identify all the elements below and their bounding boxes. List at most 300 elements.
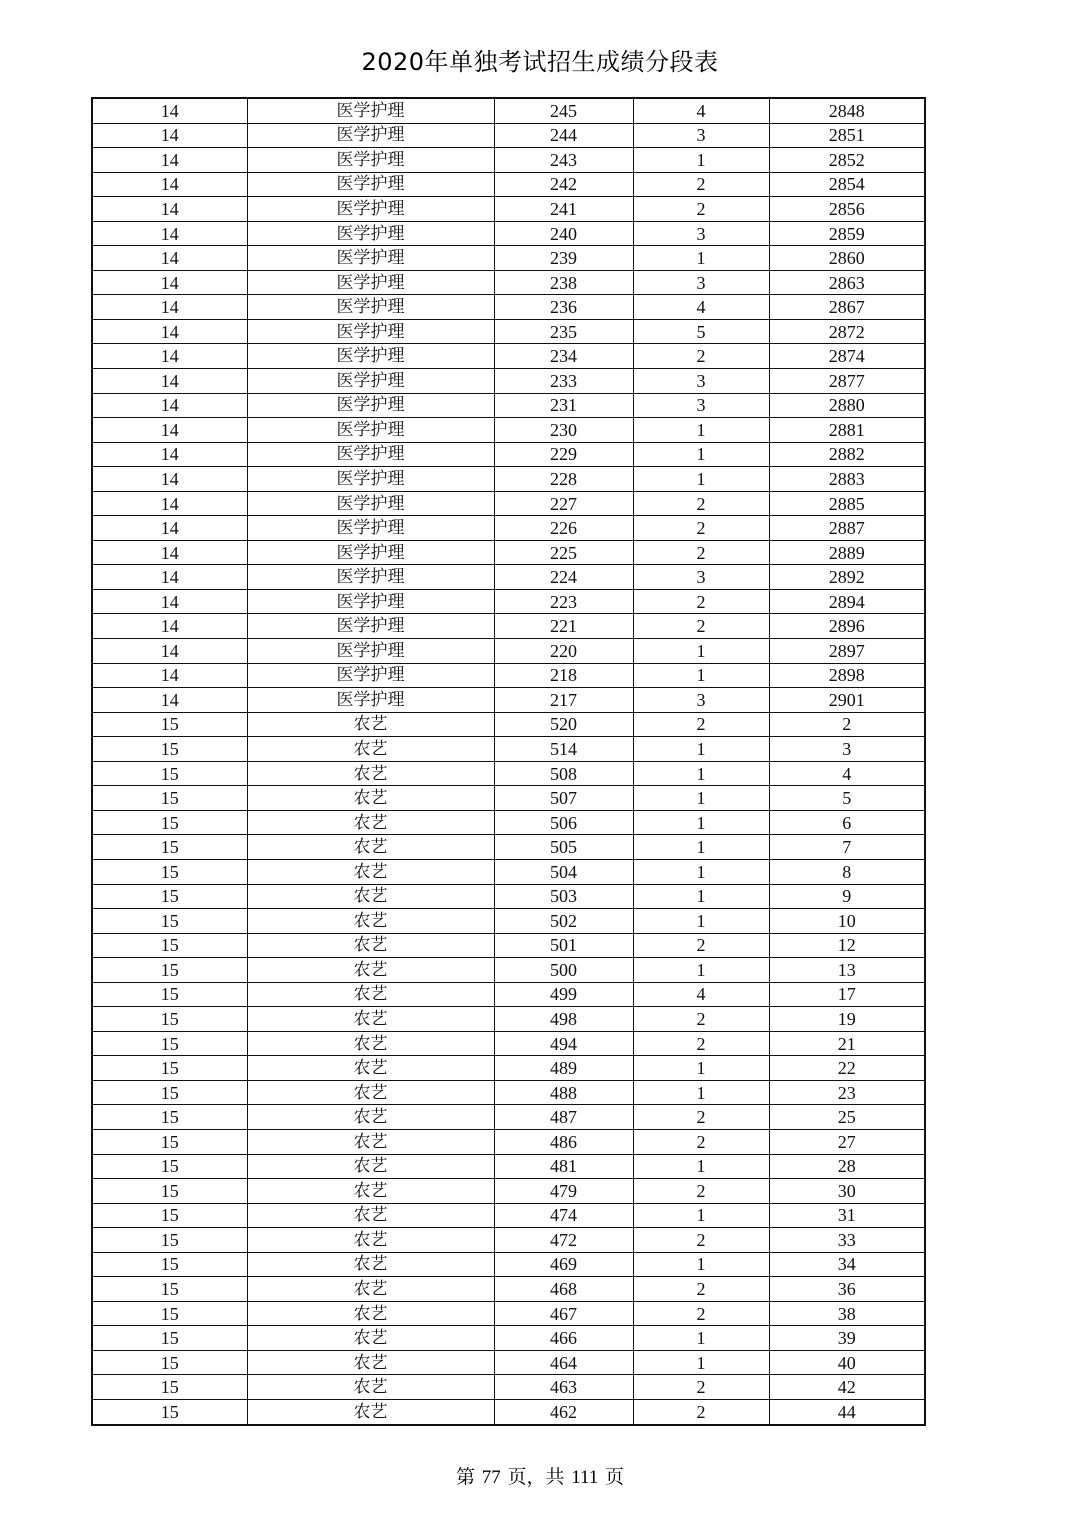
score-cell: 228 (494, 467, 633, 492)
cumulative-count-cell: 2856 (769, 197, 925, 222)
score-cell: 464 (494, 1350, 633, 1375)
major-name-cell: 农艺 (247, 1056, 494, 1081)
category-code-cell: 15 (92, 884, 247, 909)
count-cell: 1 (633, 246, 769, 271)
category-code-cell: 14 (92, 295, 247, 320)
table-row (92, 1154, 925, 1179)
count-cell: 1 (633, 418, 769, 443)
score-cell: 241 (494, 197, 633, 222)
score-cell: 508 (494, 761, 633, 786)
count-cell: 1 (633, 909, 769, 934)
score-cell: 233 (494, 369, 633, 394)
table-row (92, 565, 925, 590)
table-row (92, 442, 925, 467)
category-code-cell: 14 (92, 663, 247, 688)
table-row (92, 1129, 925, 1154)
count-cell: 2 (633, 197, 769, 222)
table-row (92, 1080, 925, 1105)
score-cell: 487 (494, 1105, 633, 1130)
major-name-cell: 医学护理 (247, 197, 494, 222)
major-name-cell: 医学护理 (247, 344, 494, 369)
count-cell: 1 (633, 1252, 769, 1277)
count-cell: 3 (633, 688, 769, 713)
cumulative-count-cell: 40 (769, 1350, 925, 1375)
table-row (92, 1375, 925, 1400)
cumulative-count-cell: 6 (769, 810, 925, 835)
cumulative-count-cell: 28 (769, 1154, 925, 1179)
table-row (92, 884, 925, 909)
major-name-cell: 农艺 (247, 1007, 494, 1032)
cumulative-count-cell: 27 (769, 1129, 925, 1154)
table-row (92, 1031, 925, 1056)
score-cell: 468 (494, 1277, 633, 1302)
category-code-cell: 14 (92, 589, 247, 614)
count-cell: 2 (633, 1375, 769, 1400)
category-code-cell: 15 (92, 786, 247, 811)
table-row (92, 344, 925, 369)
count-cell: 1 (633, 1154, 769, 1179)
score-cell: 239 (494, 246, 633, 271)
table-row (92, 1056, 925, 1081)
category-code-cell: 15 (92, 810, 247, 835)
score-cell: 500 (494, 958, 633, 983)
score-cell: 505 (494, 835, 633, 860)
table-row (92, 270, 925, 295)
count-cell: 2 (633, 1007, 769, 1032)
score-cell: 217 (494, 688, 633, 713)
table-row (92, 1350, 925, 1375)
major-name-cell: 农艺 (247, 1228, 494, 1253)
count-cell: 2 (633, 1129, 769, 1154)
category-code-cell: 15 (92, 1031, 247, 1056)
score-cell: 235 (494, 319, 633, 344)
category-code-cell: 14 (92, 148, 247, 173)
category-code-cell: 15 (92, 859, 247, 884)
table-row (92, 246, 925, 271)
major-name-cell: 医学护理 (247, 688, 494, 713)
table-row (92, 418, 925, 443)
count-cell: 2 (633, 1031, 769, 1056)
category-code-cell: 15 (92, 1228, 247, 1253)
count-cell: 2 (633, 516, 769, 541)
major-name-cell: 农艺 (247, 1105, 494, 1130)
score-cell: 486 (494, 1129, 633, 1154)
major-name-cell: 农艺 (247, 1031, 494, 1056)
score-cell: 520 (494, 712, 633, 737)
table-row (92, 1252, 925, 1277)
table-row (92, 982, 925, 1007)
major-name-cell: 农艺 (247, 1154, 494, 1179)
score-cell: 479 (494, 1179, 633, 1204)
table-row (92, 688, 925, 713)
score-cell: 503 (494, 884, 633, 909)
major-name-cell: 农艺 (247, 1179, 494, 1204)
major-name-cell: 医学护理 (247, 393, 494, 418)
major-name-cell: 农艺 (247, 1252, 494, 1277)
count-cell: 2 (633, 540, 769, 565)
score-cell: 466 (494, 1326, 633, 1351)
major-name-cell: 医学护理 (247, 639, 494, 664)
major-name-cell: 农艺 (247, 909, 494, 934)
category-code-cell: 14 (92, 319, 247, 344)
major-name-cell: 医学护理 (247, 270, 494, 295)
category-code-cell: 15 (92, 982, 247, 1007)
table-row (92, 197, 925, 222)
major-name-cell: 农艺 (247, 958, 494, 983)
cumulative-count-cell: 2863 (769, 270, 925, 295)
major-name-cell: 医学护理 (247, 246, 494, 271)
count-cell: 1 (633, 835, 769, 860)
count-cell: 1 (633, 958, 769, 983)
count-cell: 1 (633, 859, 769, 884)
count-cell: 5 (633, 319, 769, 344)
cumulative-count-cell: 2848 (769, 98, 925, 123)
category-code-cell: 14 (92, 246, 247, 271)
score-cell: 223 (494, 589, 633, 614)
score-cell: 245 (494, 98, 633, 123)
category-code-cell: 14 (92, 467, 247, 492)
category-code-cell: 14 (92, 491, 247, 516)
cumulative-count-cell: 2880 (769, 393, 925, 418)
major-name-cell: 医学护理 (247, 516, 494, 541)
major-name-cell: 农艺 (247, 835, 494, 860)
table-row (92, 786, 925, 811)
category-code-cell: 15 (92, 1154, 247, 1179)
score-cell: 226 (494, 516, 633, 541)
table-row (92, 761, 925, 786)
score-cell: 244 (494, 123, 633, 148)
category-code-cell: 15 (92, 1080, 247, 1105)
major-name-cell: 农艺 (247, 1080, 494, 1105)
score-cell: 236 (494, 295, 633, 320)
score-cell: 225 (494, 540, 633, 565)
count-cell: 1 (633, 1350, 769, 1375)
count-cell: 2 (633, 614, 769, 639)
count-cell: 1 (633, 1056, 769, 1081)
cumulative-count-cell: 2859 (769, 221, 925, 246)
count-cell: 3 (633, 565, 769, 590)
table-row (92, 1228, 925, 1253)
category-code-cell: 15 (92, 1350, 247, 1375)
cumulative-count-cell: 34 (769, 1252, 925, 1277)
count-cell: 2 (633, 1179, 769, 1204)
cumulative-count-cell: 2894 (769, 589, 925, 614)
category-code-cell: 14 (92, 98, 247, 123)
major-name-cell: 医学护理 (247, 369, 494, 394)
category-code-cell: 15 (92, 1129, 247, 1154)
score-cell: 227 (494, 491, 633, 516)
table-row (92, 98, 925, 123)
table-row (92, 491, 925, 516)
cumulative-count-cell: 2874 (769, 344, 925, 369)
count-cell: 2 (633, 1228, 769, 1253)
cumulative-count-cell: 2882 (769, 442, 925, 467)
table-body (92, 98, 925, 1425)
cumulative-count-cell: 25 (769, 1105, 925, 1130)
cumulative-count-cell: 31 (769, 1203, 925, 1228)
cumulative-count-cell: 42 (769, 1375, 925, 1400)
count-cell: 3 (633, 270, 769, 295)
score-cell: 489 (494, 1056, 633, 1081)
cumulative-count-cell: 2885 (769, 491, 925, 516)
table-row (92, 393, 925, 418)
table-row (92, 859, 925, 884)
major-name-cell: 医学护理 (247, 491, 494, 516)
category-code-cell: 15 (92, 1179, 247, 1204)
category-code-cell: 15 (92, 1301, 247, 1326)
cumulative-count-cell: 2867 (769, 295, 925, 320)
cumulative-count-cell: 13 (769, 958, 925, 983)
major-name-cell: 农艺 (247, 1277, 494, 1302)
major-name-cell: 医学护理 (247, 467, 494, 492)
cumulative-count-cell: 2901 (769, 688, 925, 713)
category-code-cell: 14 (92, 442, 247, 467)
score-cell: 463 (494, 1375, 633, 1400)
major-name-cell: 农艺 (247, 1203, 494, 1228)
major-name-cell: 农艺 (247, 712, 494, 737)
count-cell: 3 (633, 393, 769, 418)
major-name-cell: 农艺 (247, 1399, 494, 1424)
category-code-cell: 14 (92, 221, 247, 246)
score-cell: 469 (494, 1252, 633, 1277)
cumulative-count-cell: 4 (769, 761, 925, 786)
major-name-cell: 医学护理 (247, 589, 494, 614)
count-cell: 1 (633, 148, 769, 173)
count-cell: 2 (633, 491, 769, 516)
cumulative-count-cell: 2892 (769, 565, 925, 590)
table-row (92, 810, 925, 835)
major-name-cell: 医学护理 (247, 319, 494, 344)
category-code-cell: 15 (92, 958, 247, 983)
table-row (92, 1301, 925, 1326)
score-cell: 498 (494, 1007, 633, 1032)
major-name-cell: 农艺 (247, 737, 494, 762)
count-cell: 3 (633, 221, 769, 246)
major-name-cell: 医学护理 (247, 221, 494, 246)
major-name-cell: 农艺 (247, 761, 494, 786)
major-name-cell: 农艺 (247, 884, 494, 909)
count-cell: 1 (633, 884, 769, 909)
count-cell: 2 (633, 1301, 769, 1326)
category-code-cell: 15 (92, 1252, 247, 1277)
cumulative-count-cell: 22 (769, 1056, 925, 1081)
cumulative-count-cell: 2872 (769, 319, 925, 344)
table-row (92, 1203, 925, 1228)
score-cell: 472 (494, 1228, 633, 1253)
category-code-cell: 14 (92, 270, 247, 295)
category-code-cell: 15 (92, 933, 247, 958)
score-cell: 221 (494, 614, 633, 639)
cumulative-count-cell: 2887 (769, 516, 925, 541)
score-cell: 229 (494, 442, 633, 467)
category-code-cell: 14 (92, 369, 247, 394)
count-cell: 1 (633, 786, 769, 811)
score-cell: 243 (494, 148, 633, 173)
count-cell: 3 (633, 123, 769, 148)
major-name-cell: 医学护理 (247, 418, 494, 443)
score-cell: 507 (494, 786, 633, 811)
cumulative-count-cell: 2881 (769, 418, 925, 443)
major-name-cell: 农艺 (247, 1129, 494, 1154)
table-row (92, 589, 925, 614)
table-row (92, 1105, 925, 1130)
category-code-cell: 15 (92, 1326, 247, 1351)
count-cell: 1 (633, 1326, 769, 1351)
major-name-cell: 农艺 (247, 786, 494, 811)
score-cell: 242 (494, 172, 633, 197)
cumulative-count-cell: 12 (769, 933, 925, 958)
category-code-cell: 14 (92, 516, 247, 541)
table-row (92, 712, 925, 737)
count-cell: 1 (633, 737, 769, 762)
cumulative-count-cell: 9 (769, 884, 925, 909)
count-cell: 2 (633, 344, 769, 369)
count-cell: 1 (633, 1203, 769, 1228)
cumulative-count-cell: 2860 (769, 246, 925, 271)
table-row (92, 909, 925, 934)
major-name-cell: 医学护理 (247, 663, 494, 688)
score-cell: 506 (494, 810, 633, 835)
cumulative-count-cell: 2851 (769, 123, 925, 148)
category-code-cell: 14 (92, 540, 247, 565)
cumulative-count-cell: 7 (769, 835, 925, 860)
count-cell: 1 (633, 639, 769, 664)
score-cell: 238 (494, 270, 633, 295)
count-cell: 1 (633, 1080, 769, 1105)
count-cell: 4 (633, 98, 769, 123)
major-name-cell: 农艺 (247, 859, 494, 884)
score-cell: 231 (494, 393, 633, 418)
cumulative-count-cell: 8 (769, 859, 925, 884)
score-cell: 224 (494, 565, 633, 590)
table-row (92, 1277, 925, 1302)
table-row (92, 516, 925, 541)
score-cell: 218 (494, 663, 633, 688)
score-cell: 499 (494, 982, 633, 1007)
count-cell: 1 (633, 663, 769, 688)
category-code-cell: 15 (92, 909, 247, 934)
table-row (92, 123, 925, 148)
count-cell: 2 (633, 589, 769, 614)
score-cell: 474 (494, 1203, 633, 1228)
cumulative-count-cell: 2 (769, 712, 925, 737)
category-code-cell: 15 (92, 1007, 247, 1032)
page-title: 2020年单独考试招生成绩分段表 (361, 48, 719, 76)
cumulative-count-cell: 10 (769, 909, 925, 934)
table-row (92, 958, 925, 983)
category-code-cell: 15 (92, 737, 247, 762)
count-cell: 3 (633, 369, 769, 394)
score-cell: 504 (494, 859, 633, 884)
cumulative-count-cell: 5 (769, 786, 925, 811)
major-name-cell: 农艺 (247, 1350, 494, 1375)
table-row (92, 295, 925, 320)
table-row (92, 369, 925, 394)
major-name-cell: 农艺 (247, 1375, 494, 1400)
cumulative-count-cell: 2897 (769, 639, 925, 664)
table-row (92, 663, 925, 688)
count-cell: 4 (633, 982, 769, 1007)
category-code-cell: 15 (92, 1375, 247, 1400)
cumulative-count-cell: 36 (769, 1277, 925, 1302)
table-row (92, 172, 925, 197)
page-footer: 第 77 页，共 111 页 (455, 1467, 625, 1488)
cumulative-count-cell: 44 (769, 1399, 925, 1424)
category-code-cell: 14 (92, 614, 247, 639)
major-name-cell: 医学护理 (247, 565, 494, 590)
score-cell: 481 (494, 1154, 633, 1179)
category-code-cell: 14 (92, 393, 247, 418)
table-row (92, 540, 925, 565)
category-code-cell: 14 (92, 688, 247, 713)
table-row (92, 1179, 925, 1204)
cumulative-count-cell: 39 (769, 1326, 925, 1351)
cumulative-count-cell: 19 (769, 1007, 925, 1032)
major-name-cell: 医学护理 (247, 442, 494, 467)
cumulative-count-cell: 2896 (769, 614, 925, 639)
table-row (92, 148, 925, 173)
cumulative-count-cell: 3 (769, 737, 925, 762)
score-cell: 488 (494, 1080, 633, 1105)
score-cell: 462 (494, 1399, 633, 1424)
table-row (92, 835, 925, 860)
cumulative-count-cell: 2889 (769, 540, 925, 565)
major-name-cell: 医学护理 (247, 148, 494, 173)
category-code-cell: 14 (92, 197, 247, 222)
score-cell: 502 (494, 909, 633, 934)
table-row (92, 1399, 925, 1424)
score-cell: 220 (494, 639, 633, 664)
category-code-cell: 15 (92, 761, 247, 786)
category-code-cell: 14 (92, 639, 247, 664)
category-code-cell: 15 (92, 1056, 247, 1081)
major-name-cell: 农艺 (247, 810, 494, 835)
count-cell: 1 (633, 442, 769, 467)
count-cell: 2 (633, 712, 769, 737)
count-cell: 2 (633, 1105, 769, 1130)
category-code-cell: 14 (92, 565, 247, 590)
score-cell: 494 (494, 1031, 633, 1056)
category-code-cell: 14 (92, 418, 247, 443)
count-cell: 2 (633, 1399, 769, 1424)
table-row (92, 933, 925, 958)
major-name-cell: 医学护理 (247, 123, 494, 148)
table-row (92, 639, 925, 664)
table-row (92, 467, 925, 492)
cumulative-count-cell: 21 (769, 1031, 925, 1056)
table-row (92, 614, 925, 639)
table-row (92, 221, 925, 246)
cumulative-count-cell: 23 (769, 1080, 925, 1105)
category-code-cell: 15 (92, 1105, 247, 1130)
count-cell: 4 (633, 295, 769, 320)
major-name-cell: 农艺 (247, 1326, 494, 1351)
count-cell: 1 (633, 810, 769, 835)
score-cell: 234 (494, 344, 633, 369)
count-cell: 2 (633, 172, 769, 197)
cumulative-count-cell: 2883 (769, 467, 925, 492)
count-cell: 1 (633, 467, 769, 492)
major-name-cell: 医学护理 (247, 540, 494, 565)
category-code-cell: 15 (92, 712, 247, 737)
table-row (92, 1326, 925, 1351)
major-name-cell: 农艺 (247, 933, 494, 958)
cumulative-count-cell: 2854 (769, 172, 925, 197)
count-cell: 1 (633, 761, 769, 786)
table-row (92, 319, 925, 344)
score-cell: 501 (494, 933, 633, 958)
category-code-cell: 15 (92, 1203, 247, 1228)
